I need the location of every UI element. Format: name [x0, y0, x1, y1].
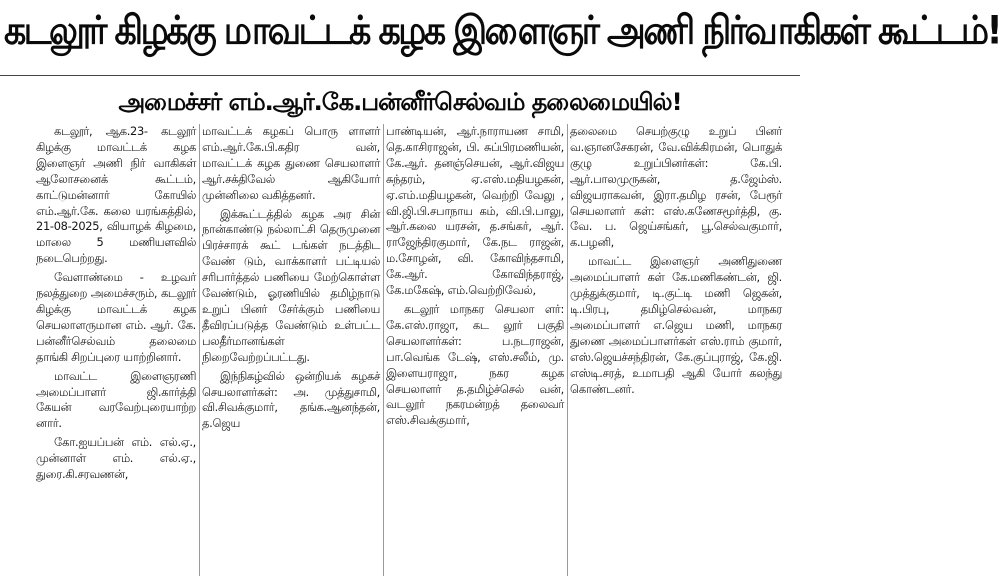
paragraph: மாவட்ட இளைஞர் அணிதுணை அமைப்பாளர் கள் கே.மணிகண்டன், ஜி. முத்துக்குமார், டி.குட்டி மணி ஜெகன், டி.பிரபு, தமிழ்செல்வன், மாநகர அமைப்பாளர் எ.ஜெய மணி, மாநகர துணை அமைப்பாளர்கள் எஸ்.ராம் குமார், எஸ்.ஜெயச்சந்திரன், கே.குப்புராஜ், கே.ஜி. எஸ்டி.சரத், உமாபதி ஆகி யோர் கலந்து கொண்டனர்.	[570, 254, 782, 396]
paragraph: தலைமை செயற்குழு உறுப் பினர் வ.ஞானசேகரன், வே.விக்கிரமன், பொதுக் குழு உறுப்பினர்கள்: கே.பி. ஆர்.பாலமுருகன், த.ஜேம்ஸ். விஜயராகவன், இரா.தமிழ ரசன், பேரூர் செயலாளர் கள்: எஸ்.கணேசமூர்த்தி, கு. வே. ப. ஜெய்சங்கர், பூ.செல்வகுமார், க.பழனி,	[570, 124, 782, 250]
column-divider	[567, 124, 568, 576]
paragraph: கடலூர் மாநகர செயலா ளர்: கே.எஸ்.ராஜா, கட லூர் பகுதி செயலாளர்கள்: ப.நடராஜன், பா.வெங்க டேஷ், எஸ்.சலீம், மு. இளையராஜா, நகர கழக செயலாளர் த.தமிழ்ச்செல் வன், வடலூர் நகரமன்றத் தலைவர் எஸ்.சிவக்குமார்,	[386, 301, 564, 428]
paragraph: இந்நிகழ்வில் ஒன்றியக் கழகச் செயலாளர்கள்: அ. முத்துசாமி, வி.சிவக்குமார், தங்க.ஆனந்தன், த.ஜெய	[202, 368, 380, 431]
article-column-1	[36, 124, 196, 576]
paragraph: மாவட்ட இளைஞரணி அமைப்பாளர் ஜி.கார்த்தி கேயன் வரவேற்புரையாற்ற னார்.	[36, 368, 196, 431]
article-column-4	[570, 124, 782, 576]
paragraph: மாவட்டக் கழகப் பொரு ளாளர் எம்.ஆர்.கே.பி.கதிர வன், மாவட்டக் கழக துணை செயலாளர் ஆர்.சக்திவேல் ஆகியோர் முன்னிலை வகித்தனர்.	[202, 124, 380, 202]
headline-rule	[0, 75, 800, 76]
column-divider	[383, 124, 384, 576]
paragraph: இக்கூட்டத்தில் கழக அர சின் நான்காண்டு நல்லாட்சி தெருமுனை பிரச்சாரக் கூட் டங்கள் நடத்திட வேண் டும், வாக்காளர் பட்டியல் சரிபார்த்தல் பணியை மேற்கொள்ள வேண்டும், ஓரணியில் தமிழ்நாடு உறுப் பினர் சேர்க்கும் பணியை தீவிரப்படுத்த வேண்டும் உள்பட்ட பலதீர்மானங்கள் நிறைவேற்றப்பட்டது.	[202, 206, 380, 364]
column-divider	[199, 124, 200, 576]
paragraph: கோ.ஐயப்பன் எம். எல்.ஏ., முன்னாள் எம். எல்.ஏ., துரை.கி.சரவணன்,	[36, 435, 196, 482]
paragraph: பாண்டியன், ஆர்.நாராயண சாமி, தெ.காசிராஜன், பி. சுப்பிரமணியன், கே.ஆர். தனஞ்செயன், ஆர்.விஜய சுந்தரம், ஏ.எஸ்.மதியழகன், ஏ.எம்.மதியழகன், வெற்றி வேலு , வி.ஜி.பி.சபாநாய கம், வி.பி.பாலு, ஆர்.கலை யரசன், த.சங்கர், ஆர். ராஜேந்திரகுமார், கே.நட ராஜன், ம.சோழன், வி. கோவிந்தசாமி, கே.ஆர். கோவிந்தராஜ், கே.மகேஷ், எம்.வெற்றிவேல்,	[386, 124, 564, 298]
headline: கடலூர் கிழக்கு மாவட்டக் கழக இளைஞர் அணி நிர்வாகிகள் கூட்டம்!	[4, 8, 1000, 54]
article-column-3	[386, 124, 564, 576]
article-column-2	[202, 124, 380, 576]
subheadline: அமைச்சர் எம்.ஆர்.கே.பன்னீர்செல்வம் தலைமையில்!	[118, 88, 682, 116]
paragraph: வேளாண்மை - உழவர் நலத்துறை அமைச்சரும், கடலூர் கிழக்கு மாவட்டக் கழக செயலாளருமான எம். ஆர். கே. பன்னீர்செல்வம் தலைமை தாங்கி சிறப்புரை யாற்றினார்.	[36, 270, 196, 364]
paragraph: கடலூர், ஆக.23- கடலூர் கிழக்கு மாவட்டக் கழக இளைஞர் அணி நிர் வாகிகள் ஆலோசனைக் கூட்டம், காட்டுமன்னார் கோயில் எம்.ஆர்.கே. கலை யரங்கத்தில், 21-08-2025, வியாழக் கிழமை, மாலை 5 மணியளவில் நடைபெற்றது.	[36, 124, 196, 266]
